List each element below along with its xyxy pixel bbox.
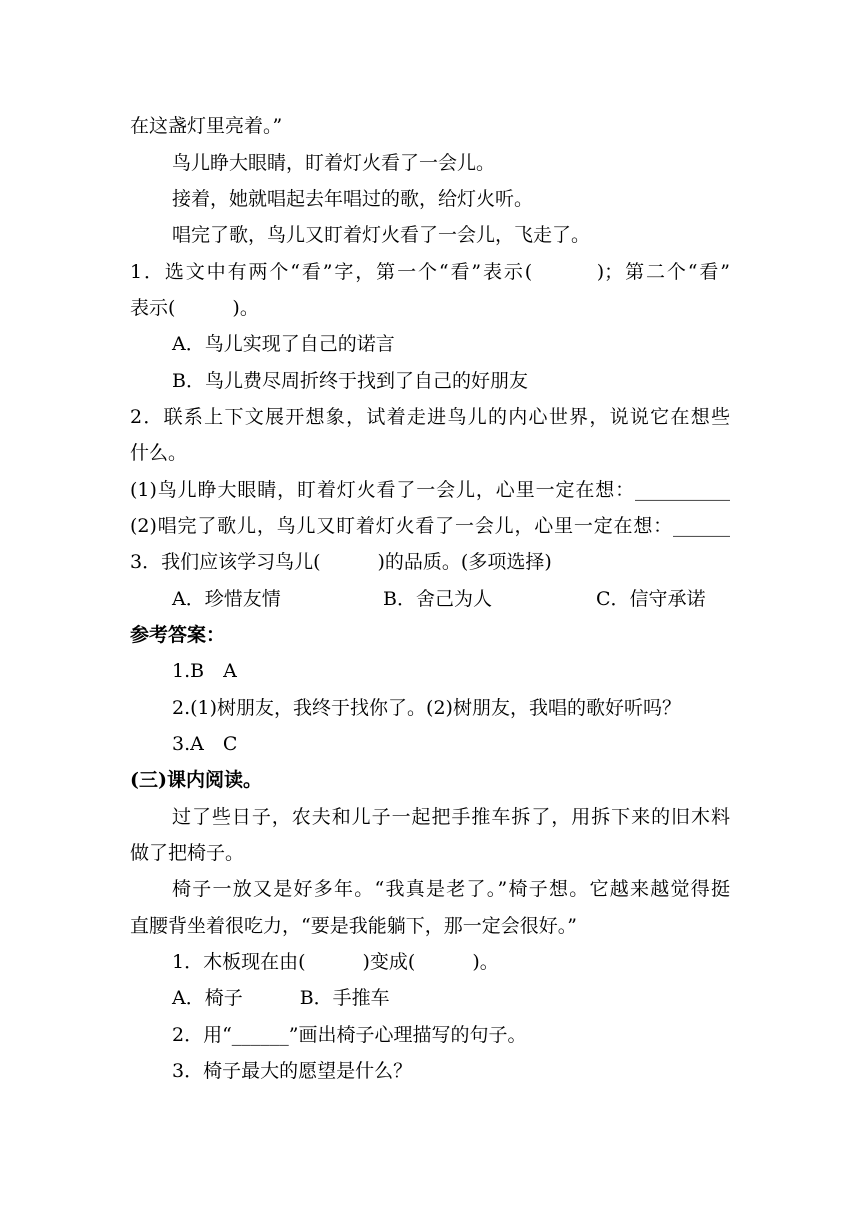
passage-paragraph: 接着，她就唱起去年唱过的歌，给灯火听。: [172, 188, 534, 210]
question-2-text: 2．联系上下文展开想象，试着走进鸟儿的内心世界，说说它在想些: [130, 406, 730, 428]
question-1-option-b: B．鸟儿费尽周折终于找到了自己的好朋友: [172, 370, 528, 392]
reading-paragraph-1-cont: 做了把椅子。: [130, 842, 245, 864]
reading-paragraph-2: 椅子一放又是好多年。“我真是老了。”椅子想。它越来越觉得挺: [172, 878, 730, 900]
question-1-text-cont: 表示( )。: [130, 297, 259, 319]
question-2-sub-2: (2)唱完了歌儿，鸟儿又盯着灯火看了一会儿，心里一定在想：______: [130, 515, 730, 537]
question-2-text-cont: 什么。: [130, 442, 188, 464]
question-3-option-c: C．信守承诺: [596, 588, 706, 610]
reading-paragraph-2-cont: 直腰背坐着很吃力，“要是我能躺下，那一定会很好。”: [130, 915, 577, 937]
question-3-option-a: A．珍惜友情: [172, 588, 281, 610]
passage-paragraph: 鸟儿睁大眼睛，盯着灯火看了一会儿。: [172, 152, 496, 174]
question-2-sub-1: (1)鸟儿睁大眼睛，盯着灯火看了一会儿，心里一定在想：__________: [130, 479, 730, 501]
reading-paragraph-1: 过了些日子，农夫和儿子一起把手推车拆了，用拆下来的旧木料: [172, 806, 730, 828]
passage-paragraph: 唱完了歌，鸟儿又盯着灯火看了一会儿，飞走了。: [172, 224, 591, 246]
reading-question-1: 1．木板现在由( )变成( )。: [172, 951, 499, 973]
question-1-text: 1．选文中有两个“看”字，第一个“看”表示( )；第二个“看”: [130, 261, 730, 283]
passage-line: 在这盏灯里亮着。”: [130, 115, 283, 137]
answer-3: 3.A C: [172, 733, 238, 755]
section-heading: (三)课内阅读。: [130, 769, 262, 791]
reading-question-3: 3．椅子最大的愿望是什么？: [172, 1060, 413, 1082]
answer-1: 1.B A: [172, 660, 237, 682]
question-1-option-a: A．鸟儿实现了自己的诺言: [172, 333, 395, 355]
answer-2: 2.(1)树朋友，我终于找你了。(2)树朋友，我唱的歌好听吗？: [172, 697, 681, 719]
answers-heading: 参考答案：: [130, 624, 226, 646]
reading-question-1-options: A．椅子 B．手推车: [172, 987, 390, 1009]
question-3-text: 3．我们应该学习鸟儿( )的品质。(多项选择): [130, 551, 552, 573]
reading-question-2: 2．用“______”画出椅子心理描写的句子。: [172, 1024, 527, 1046]
question-3-option-b: B．舍己为人: [383, 588, 492, 610]
